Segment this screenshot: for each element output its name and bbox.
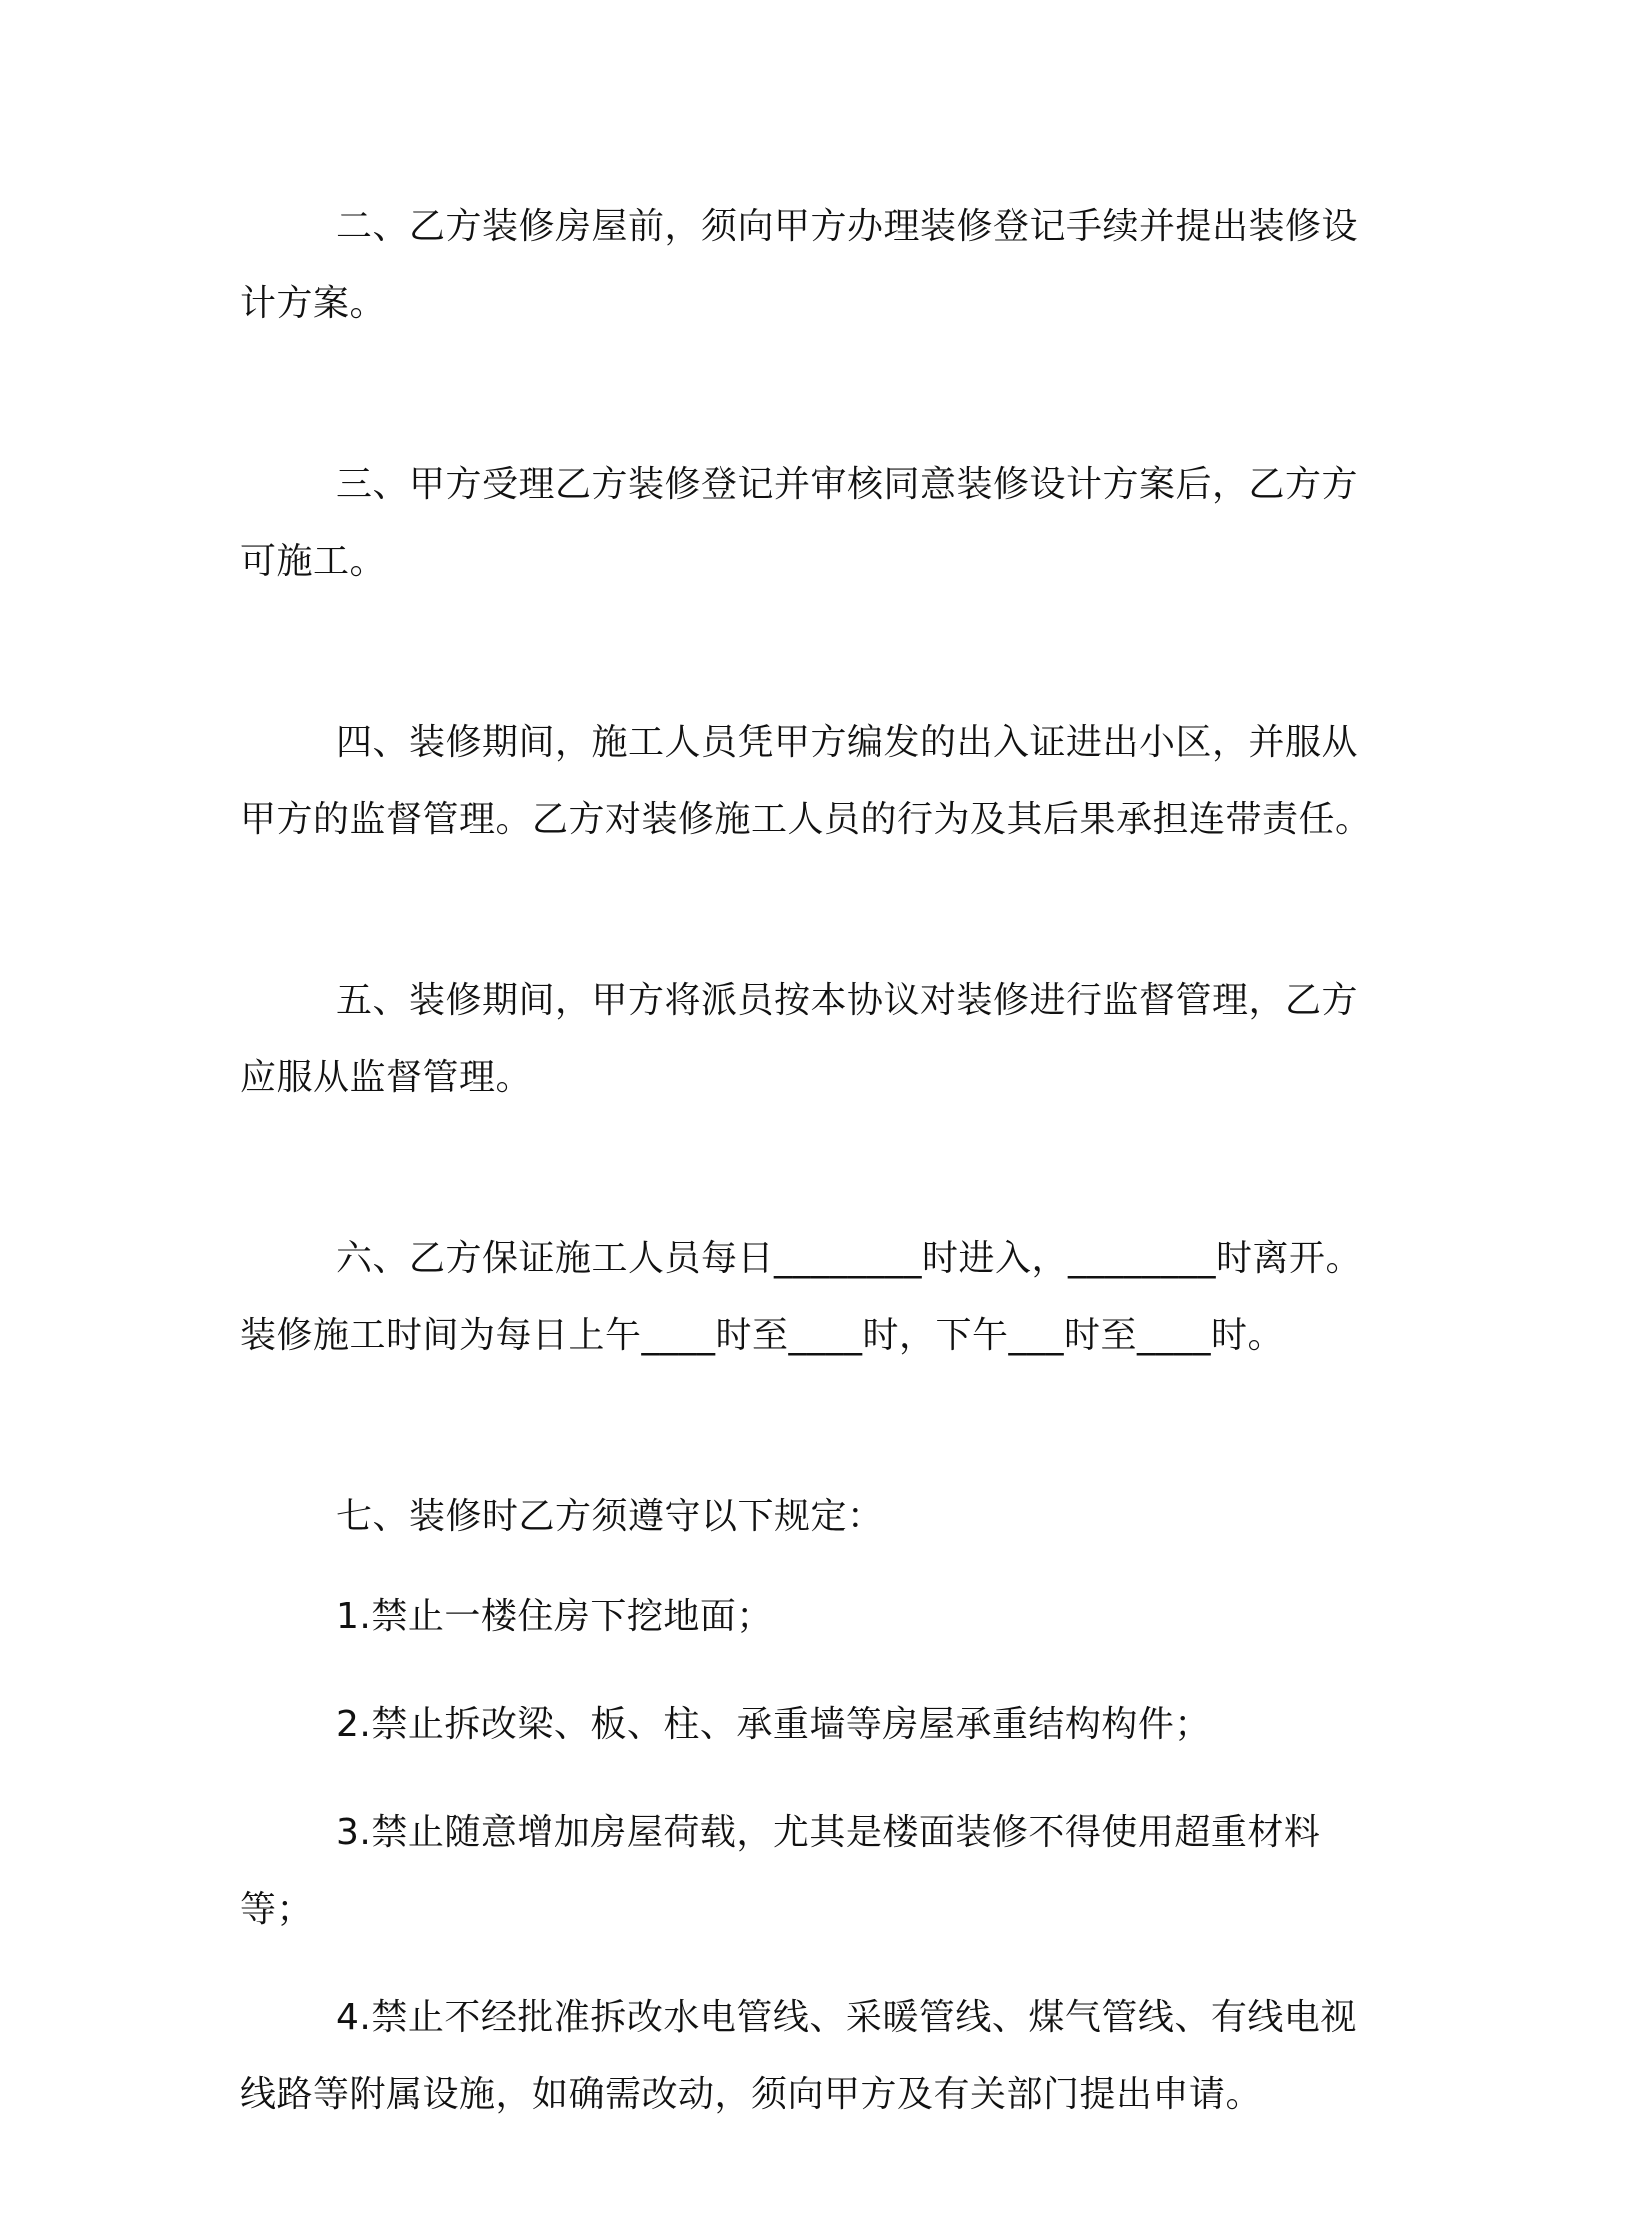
clause-5-paragraph: 五、装修期间，甲方将派员按本协议对装修进行监督管理，乙方应服从监督管理。 [240,980,1359,1098]
clause-3-paragraph: 三、甲方受理乙方装修登记并审核同意装修设计方案后，乙方方可施工。 [240,464,1359,582]
clause-2-paragraph: 二、乙方装修房屋前，须向甲方办理装修登记手续并提出装修设计方案。 [240,206,1359,324]
clause-7-heading: 七、装修时乙方须遵守以下规定： [336,1496,884,1537]
clause-4-paragraph: 四、装修期间，施工人员凭甲方编发的出入证进出小区，并服从甲方的监督管理。乙方对装修施工人员的行为及其后果承担连带责任。 [240,722,1372,840]
rule-item-3: 3.禁止随意增加房屋荷载，尤其是楼面装修不得使用超重材料等； [240,1812,1321,1930]
clause-6-paragraph: 六、乙方保证施工人员每日________时进入，________时离开。装修施工时间为每日上午____时至____时，下午___时至____时。 [240,1238,1363,1356]
document-body [240,188,1390,2237]
rule-item-1: 1.禁止一楼住房下挖地面； [336,1596,773,1637]
rule-item-2: 2.禁止拆改梁、板、柱、承重墙等房屋承重结构构件； [336,1704,1211,1745]
rule-item-4: 4.禁止不经批准拆改水电管线、采暖管线、煤气管线、有线电视线路等附属设施，如确需改动，须向甲方及有关部门提出申请。 [240,1997,1357,2115]
